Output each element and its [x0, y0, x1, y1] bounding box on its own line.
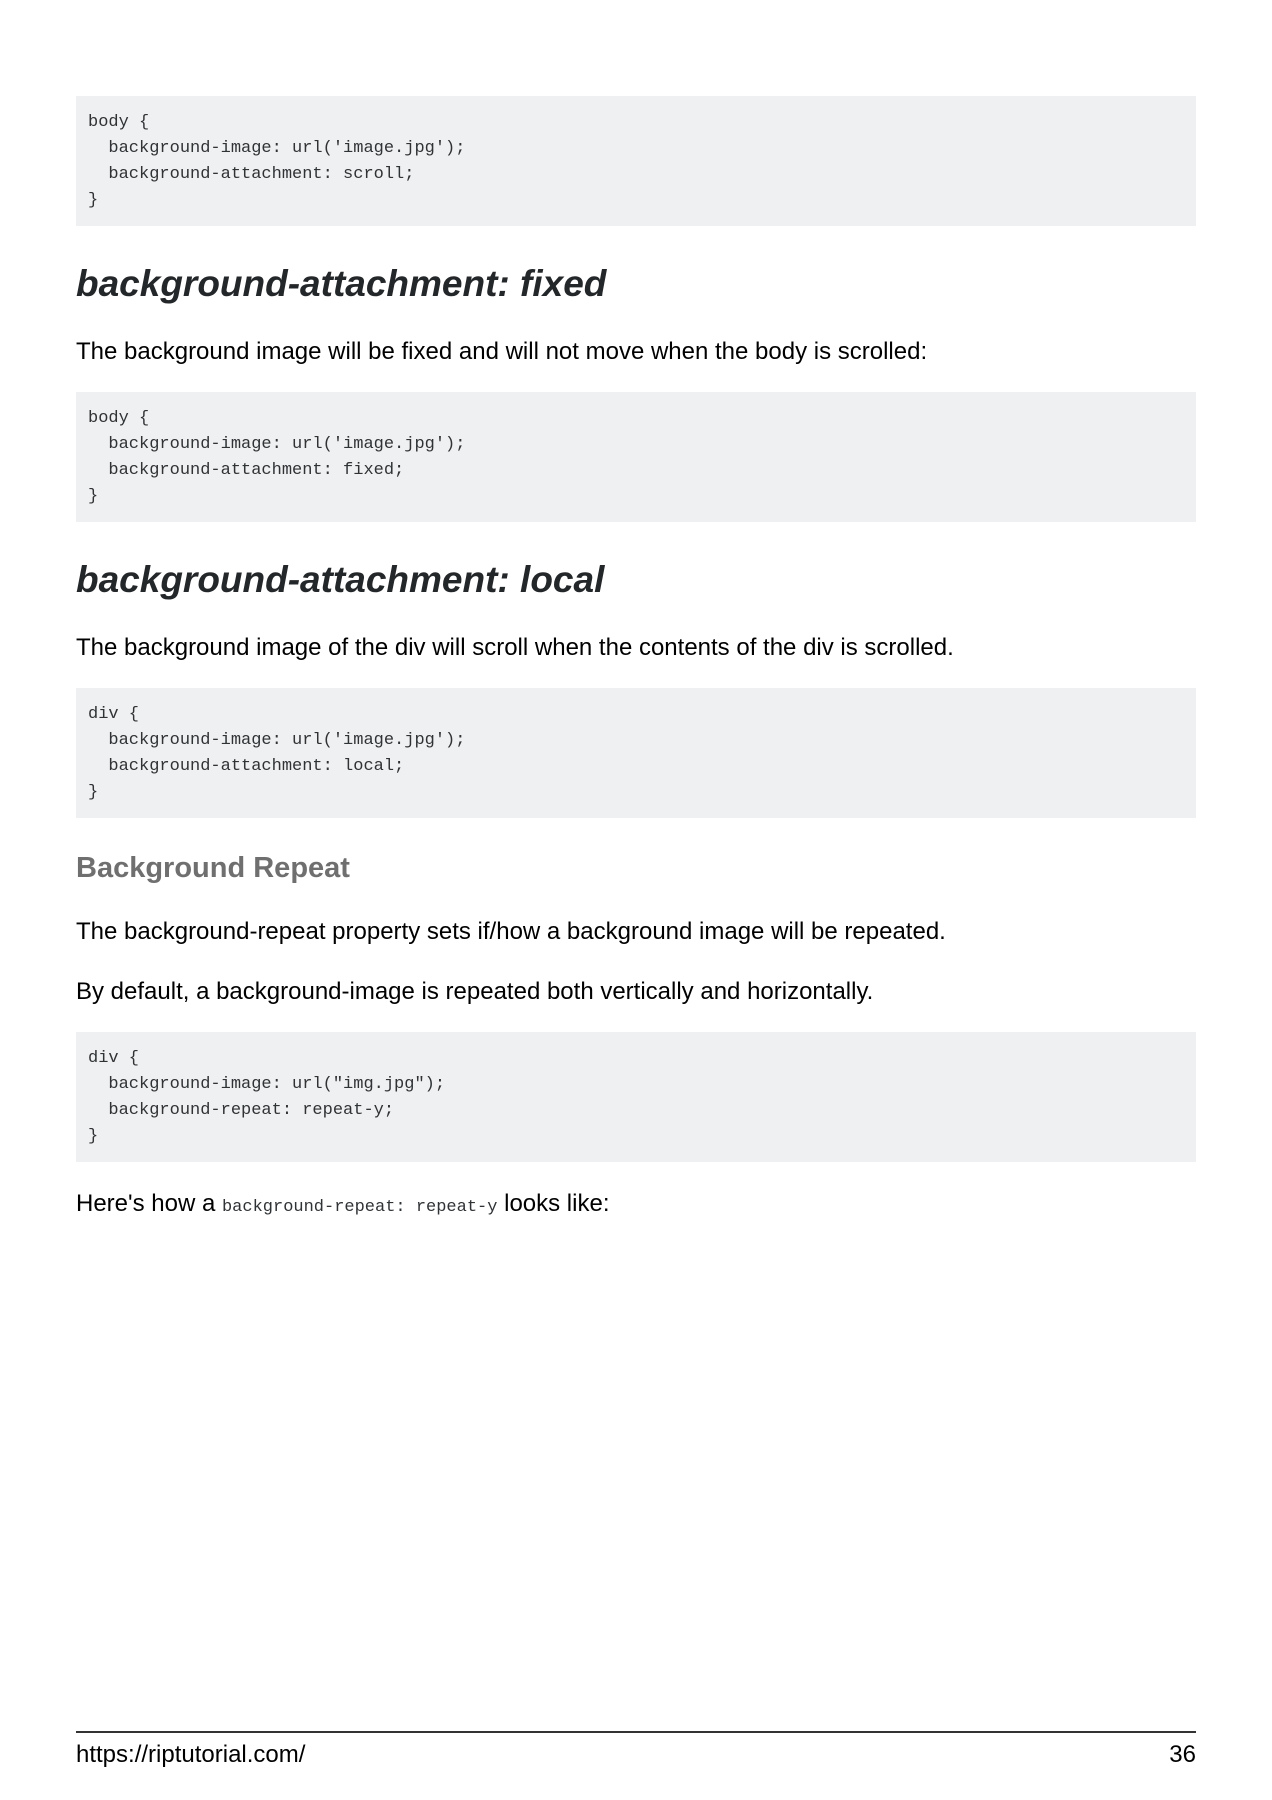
code-line: div {: [88, 705, 140, 724]
footer-divider: [76, 1731, 1196, 1733]
heading-background-repeat: Background Repeat: [76, 852, 350, 884]
example-prefix: Here's how a: [76, 1190, 222, 1217]
heading-attachment-fixed: background-attachment: fixed: [76, 263, 607, 304]
inline-code: background-repeat: repeat-y: [221, 1198, 498, 1217]
paragraph-local: The background image of the div will scroll when the contents of the div is scrolled.: [76, 634, 954, 661]
code-line: background-attachment: scroll;: [88, 165, 415, 184]
code-block-fixed: [76, 392, 1196, 522]
paragraph-repeat-example: [76, 1188, 1196, 1224]
paragraph-repeat-2: By default, a background-image is repeated both vertically and horizontally.: [76, 978, 874, 1005]
code-block-local: [76, 688, 1196, 818]
code-block-repeat: [76, 1032, 1196, 1162]
heading-attachment-local: background-attachment: local: [76, 559, 605, 600]
footer-url[interactable]: https://riptutorial.com/: [76, 1741, 306, 1768]
example-suffix: looks like:: [497, 1190, 610, 1217]
code-line: }: [88, 783, 99, 802]
paragraph-fixed: The background image will be fixed and will not move when the body is scrolled:: [76, 338, 928, 365]
code-line: }: [88, 487, 99, 506]
code-block-scroll: [76, 96, 1196, 226]
code-line: body {: [88, 409, 150, 428]
page-content: [76, 96, 1196, 1224]
code-line: background-attachment: local;: [88, 757, 405, 776]
code-line: background-repeat: repeat-y;: [88, 1101, 395, 1120]
code-line: }: [88, 191, 99, 210]
page-number: 36: [1169, 1741, 1196, 1768]
paragraph-repeat-1: The background-repeat property sets if/how a background image will be repeated.: [76, 918, 946, 945]
code-line: background-image: url("img.jpg");: [88, 1075, 446, 1094]
code-line: div {: [88, 1049, 140, 1068]
code-line: body {: [88, 113, 150, 132]
code-line: background-image: url('image.jpg');: [88, 435, 466, 454]
code-line: background-image: url('image.jpg');: [88, 139, 466, 158]
code-line: }: [88, 1127, 99, 1146]
code-line: background-attachment: fixed;: [88, 461, 405, 480]
code-line: background-image: url('image.jpg');: [88, 731, 466, 750]
